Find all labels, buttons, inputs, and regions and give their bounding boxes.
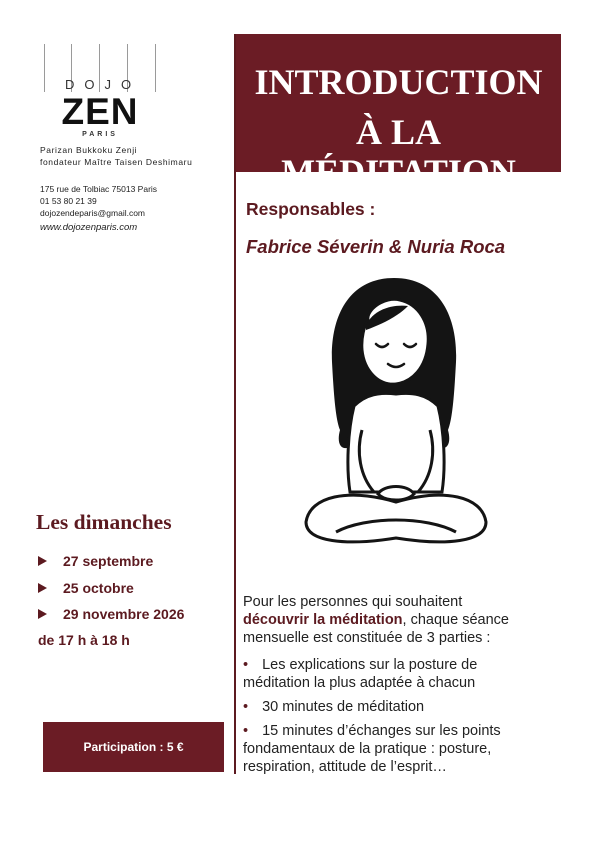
logo-dojo: DOJO [64, 77, 142, 92]
list-item-continuation: respiration, attitude de l’esprit… [243, 759, 447, 775]
list-item-text: 30 minutes de méditation [262, 699, 425, 715]
responsables-label: Responsables : [246, 199, 376, 219]
website-link[interactable]: www.dojozenparis.com [40, 222, 138, 233]
list-item-continuation: fondamentaux de la pratique : posture, [243, 741, 492, 757]
participation-badge: Participation : 5 € [43, 722, 224, 772]
list-item [243, 722, 573, 740]
triangle-bullet-icon [38, 609, 47, 619]
date-label: 25 octobre [63, 580, 134, 596]
list-item-text: Les explications sur la posture de [262, 657, 478, 673]
list-item [243, 656, 573, 674]
logo-paris: PARIS [82, 131, 118, 138]
date-item [38, 553, 153, 569]
date-label: 27 septembre [63, 553, 154, 569]
list-item [243, 698, 573, 716]
bullet-icon: • [243, 723, 249, 739]
responsables-names: Fabrice Séverin & Nuria Roca [246, 236, 506, 257]
meditating-woman-illustration [296, 270, 492, 552]
page-title-line1: INTRODUCTION [254, 62, 543, 102]
schedule-hours: de 17 h à 18 h [38, 632, 130, 648]
description-text: , chaque séance [402, 612, 509, 628]
logo-subtitle-2: fondateur Maître Taisen Deshimaru [40, 157, 193, 167]
triangle-bullet-icon [38, 583, 47, 593]
email-link[interactable]: dojozendeparis@gmail.com [40, 208, 146, 218]
description-highlight: découvrir la méditation [243, 612, 403, 628]
date-item [38, 606, 184, 622]
logo-zen: ZEN [61, 91, 139, 132]
schedule-heading: Les dimanches [36, 510, 172, 534]
bullet-icon: • [243, 657, 249, 673]
list-item-text: 15 minutes d’échanges sur les points [262, 723, 501, 739]
description-line-1: Pour les personnes qui souhaitent [243, 594, 463, 610]
address: 175 rue de Tolbiac 75013 Paris [40, 184, 158, 194]
date-label: 29 novembre 2026 [63, 606, 185, 622]
description-line-2 [243, 611, 573, 629]
triangle-bullet-icon [38, 556, 47, 566]
date-item [38, 580, 134, 596]
phone: 01 53 80 21 39 [40, 196, 97, 206]
page-title-line2: À LA MÉDITATION [281, 112, 516, 192]
description-line-3: mensuelle est constituée de 3 parties : [243, 630, 491, 646]
list-item-continuation: méditation la plus adaptée à chacun [243, 675, 476, 691]
bullet-icon: • [243, 699, 249, 715]
logo-subtitle-1: Parizan Bukkoku Zenji [40, 145, 138, 155]
